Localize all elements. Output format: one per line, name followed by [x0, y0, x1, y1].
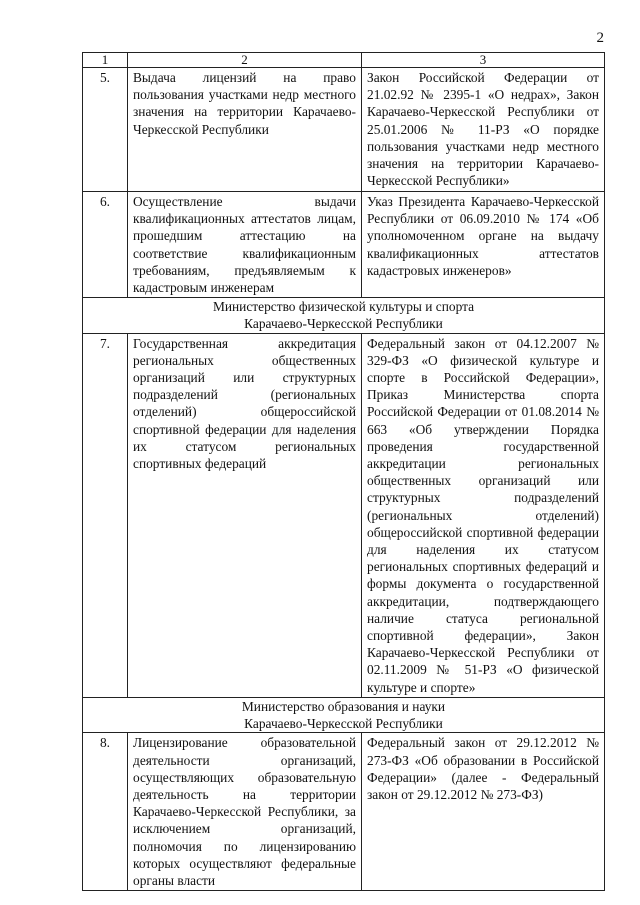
table-row-6: [83, 192, 605, 298]
section-heading-line1: Министерство образования и науки: [241, 698, 446, 714]
row-number: 5.: [83, 68, 128, 192]
section-heading-line1: Министерство физической культуры и спорта: [212, 299, 475, 315]
section-heading: [83, 298, 605, 333]
services-table: [82, 52, 605, 891]
page-number: 2: [596, 30, 604, 46]
table-row-7: [83, 333, 605, 697]
service-name: Выдача лицензий на право пользования участками недр местного значения на территории Карачаево-Черкесской Республики: [128, 68, 362, 192]
table-row-8: [83, 733, 605, 891]
legal-basis: Закон Российской Федерации от 21.02.92 № 2395-1 «О недрах», Закон Карачаево-Черкесской Республики от 25.01.2006 № 11-РЗ «О порядке пользования участками недр местного значения на территории Карачаево-Черкесской Республики»: [362, 68, 605, 192]
row-number: 7.: [83, 333, 128, 697]
service-name: Осуществление выдачи квалификационных аттестатов лицам, прошедшим аттестацию на соответствие квалификационным требованиям, предъявляемым к кадастровым инженерам: [128, 192, 362, 298]
legal-basis: Федеральный закон от 29.12.2012 № 273-ФЗ «Об образовании в Российской Федерации» (далее - Федеральный закон от 29.12.2012 № 273-ФЗ): [362, 733, 605, 891]
table-header-row: [83, 53, 605, 68]
service-name: Государственная аккредитация региональных общественных организаций или структурных подразделений (региональных отделений) общероссийской спортивной федерации для наделения их статусом региональных спортивных федераций: [128, 333, 362, 697]
legal-basis: Указ Президента Карачаево-Черкесской Республики от 06.09.2010 № 174 «Об уполномоченном органе на выдачу квалификационных аттестатов кадастровых инженеров»: [362, 192, 605, 298]
column-header-3: 3: [362, 53, 605, 68]
service-name: Лицензирование образовательной деятельности организаций, осуществляющих образовательную деятельность на территории Карачаево-Черкесской Республики, за исключением организаций, полномочия по лицензированию которых осуществляют федеральные органы власти: [128, 733, 362, 891]
table-row-5: [83, 68, 605, 192]
section-heading: [83, 697, 605, 732]
section-row-sport-ministry: [83, 298, 605, 333]
section-heading-line2: Карачаево-Черкесской Республики: [244, 716, 443, 732]
section-row-education-ministry: [83, 697, 605, 732]
column-header-2: 2: [128, 53, 362, 68]
column-header-1: 1: [83, 53, 128, 68]
row-number: 8.: [83, 733, 128, 891]
section-heading-line2: Карачаево-Черкесской Республики: [244, 316, 443, 332]
legal-basis: Федеральный закон от 04.12.2007 № 329-ФЗ «О физической культуре и спорте в Российской Федерации», Приказ Министерства спорта Российской Федерации от 01.08.2014 № 663 «Об утверждении Порядка проведения государственной аккредитации региональных общественных организаций или структурных подразделений (региональных отделений) общероссийской спортивной федерации для наделения их статусом региональных спортивных федераций и формы документа о государственной аккредитации, подтверждающего наличие статуса региональной спортивной федерации», Закон Карачаево-Черкесской Республики от 02.11.2009 № 51-РЗ «О физической культуре и спорте»: [362, 333, 605, 697]
row-number: 6.: [83, 192, 128, 298]
